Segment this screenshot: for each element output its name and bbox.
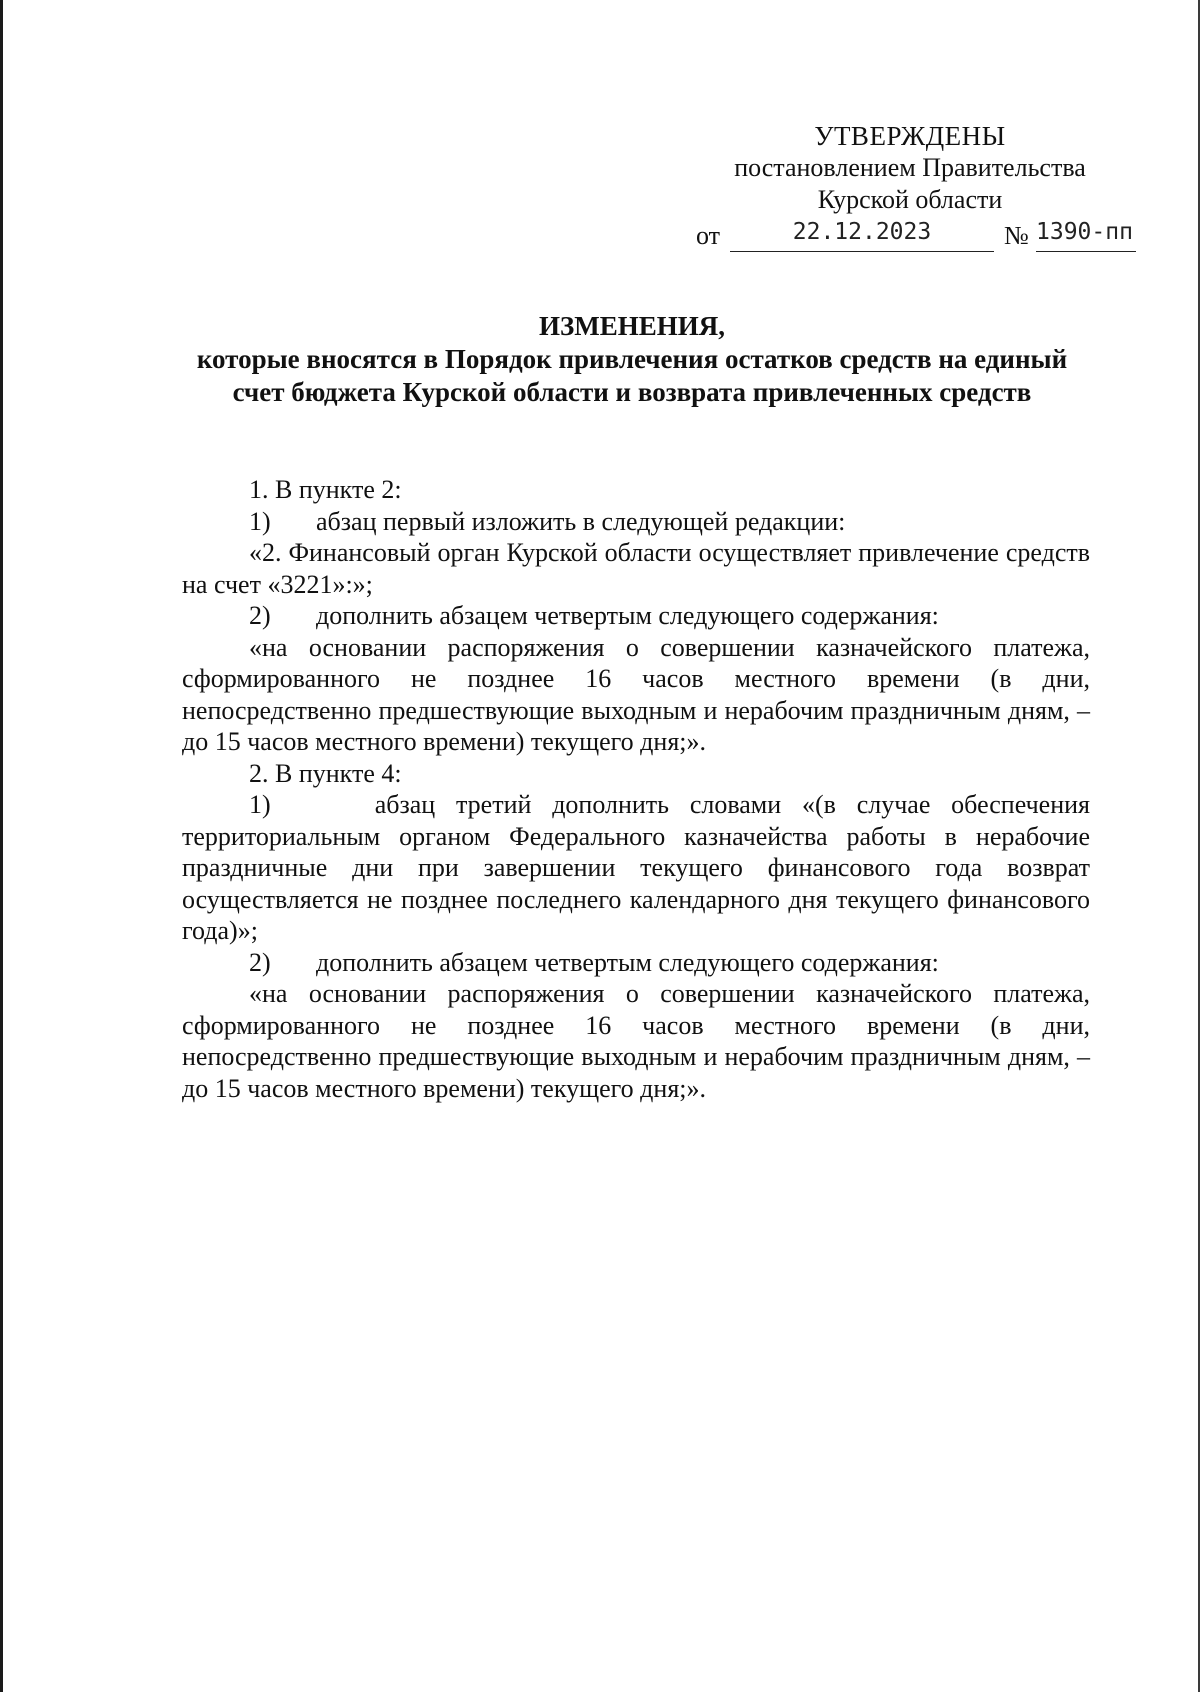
item2-sub2-number: 2): [249, 947, 271, 977]
item1-header: 1. В пункте 2:: [249, 475, 402, 504]
number-prefix: №: [1004, 221, 1029, 250]
decree-date: 22.12.2023: [730, 217, 994, 252]
item1-quote1: «2. Финансовый орган Курской области осуществляет привлечение средств на счет «3221»:»;: [182, 538, 1090, 599]
item2-sub2: [182, 947, 1090, 979]
item1-sub2-number: 2): [249, 601, 271, 630]
decree-date-line: [696, 217, 1136, 253]
date-prefix: от: [696, 221, 721, 250]
document-heading: [170, 310, 1094, 409]
document-subtitle-line1: которые вносятся в Порядок привлечения остатков средств на единый: [196, 344, 1068, 374]
approval-block: [690, 120, 1130, 216]
item2-sub1-number: 1): [249, 790, 271, 819]
approved-label: УТВЕРЖДЕНЫ: [814, 121, 1006, 151]
item1-sub1-number: 1): [249, 506, 271, 536]
item2-header: 2. В пункте 4:: [249, 758, 402, 788]
document-subtitle-line2: счет бюджета Курской области и возврата привлеченных средств: [232, 377, 1032, 407]
document-body: [182, 474, 1090, 1104]
document-title: ИЗМЕНЕНИЯ,: [538, 311, 725, 341]
item1-sub2-text: дополнить абзацем четвертым следующего содержания:: [316, 601, 939, 630]
item2-sub2-text: дополнить абзацем четвертым следующего содержания:: [316, 947, 939, 977]
item2-quote: «на основании распоряжения о совершении казначейского платежа, сформированного не позднее 16 часов местного времени (в дни, непосредственно предшествующие выходным и нерабочим праздничным дням, – до 15 часов местного времени) текущего дня;».: [182, 979, 1090, 1103]
approved-by-line2: Курской области: [817, 185, 1003, 214]
item2-sub1-text: абзац третий дополнить словами «(в случае обеспечения территориальным органом Федерального казначейства работы в нерабочие праздничные дни при завершении текущего финансового года возврат осуществляется не позднее последнего календарного дня текущего финансового года)»;: [182, 790, 1091, 945]
item1-sub1-text: абзац первый изложить в следующей редакции:: [316, 506, 846, 536]
item2-sub1: [182, 789, 1090, 947]
item1-quote2: «на основании распоряжения о совершении казначейского платежа, сформированного не позднее 16 часов местного времени (в дни, непосредственно предшествующие выходным и нерабочим праздничным дням, – до 15 часов местного времени) текущего дня;».: [182, 632, 1090, 756]
item1-sub1: [182, 506, 1090, 538]
approved-by-line1: постановлением Правительства: [734, 153, 1086, 182]
decree-number: 1390-пп: [1036, 217, 1136, 252]
item1-sub2: [182, 600, 1090, 632]
scan-edge-left: [0, 0, 3, 1692]
